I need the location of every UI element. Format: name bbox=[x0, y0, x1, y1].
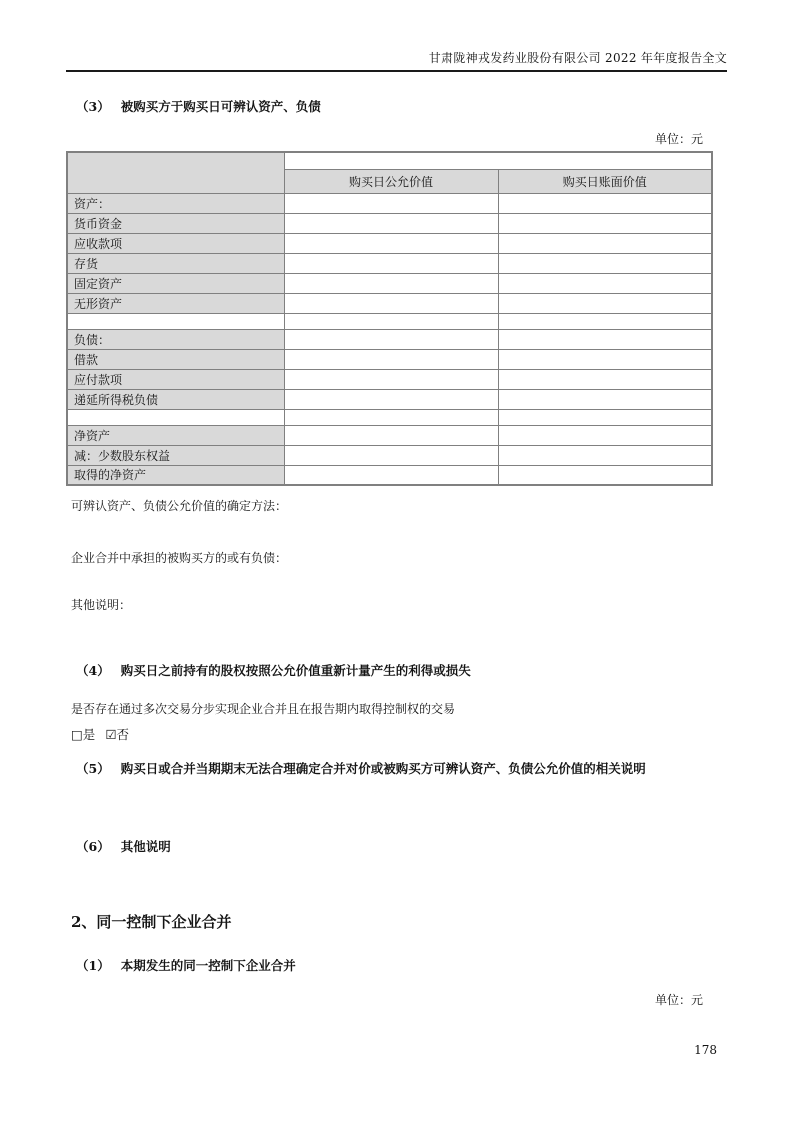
row-label-cell: 无形资产 bbox=[67, 293, 284, 313]
section-2-heading: 2、同一控制下企业合并 bbox=[71, 913, 232, 931]
row-label-cell: 存货 bbox=[67, 253, 284, 273]
row-label-cell: 净资产 bbox=[67, 425, 284, 445]
fair-value-cell bbox=[284, 329, 498, 349]
column-header-fair-value: 购买日公允价值 bbox=[284, 169, 498, 193]
book-value-cell bbox=[498, 273, 712, 293]
table-row bbox=[67, 445, 712, 465]
section-4-number: （4） bbox=[76, 663, 110, 678]
table-row bbox=[67, 349, 712, 369]
table-row bbox=[67, 233, 712, 253]
row-label-cell: 取得的净资产 bbox=[67, 465, 284, 485]
book-value-cell bbox=[498, 193, 712, 213]
row-label-cell: 资产： bbox=[67, 193, 284, 213]
table-row bbox=[67, 329, 712, 349]
table-header-row-top bbox=[67, 152, 712, 169]
book-value-cell bbox=[498, 313, 712, 329]
table-row bbox=[67, 253, 712, 273]
section-5-title: 购买日或合并当期期末无法合理确定合并对价或被购买方可辨认资产、负债公允价值的相关说明 bbox=[120, 761, 646, 776]
book-value-cell bbox=[498, 409, 712, 425]
fair-value-cell bbox=[284, 273, 498, 293]
section-5-heading bbox=[76, 761, 727, 777]
fair-value-cell bbox=[284, 253, 498, 273]
header-divider bbox=[66, 70, 727, 72]
section-2-1-title: 本期发生的同一控制下企业合并 bbox=[120, 958, 296, 973]
fair-value-cell bbox=[284, 465, 498, 485]
section-4-title: 购买日之前持有的股权按照公允价值重新计量产生的利得或损失 bbox=[120, 663, 471, 678]
section-5-number: （5） bbox=[76, 761, 110, 776]
section-4-heading bbox=[76, 663, 727, 679]
checkbox-yes: □是 bbox=[71, 727, 96, 742]
section-3-title: 被购买方于购买日可辨认资产、负债 bbox=[120, 99, 321, 114]
fair-value-cell bbox=[284, 349, 498, 369]
book-value-cell bbox=[498, 389, 712, 409]
book-value-cell bbox=[498, 233, 712, 253]
table-row bbox=[67, 193, 712, 213]
fair-value-cell bbox=[284, 293, 498, 313]
book-value-cell bbox=[498, 425, 712, 445]
column-header-book-value: 购买日账面价值 bbox=[498, 169, 712, 193]
table-row bbox=[67, 425, 712, 445]
book-value-cell bbox=[498, 349, 712, 369]
unit-label-bottom: 单位：元 bbox=[654, 993, 703, 1007]
table-body bbox=[67, 193, 712, 485]
page-header bbox=[66, 50, 727, 72]
report-title: 甘肃陇神戎发药业股份有限公司 2022 年年度报告全文 bbox=[428, 51, 727, 65]
table-row bbox=[67, 409, 712, 425]
checkbox-no-checked: ☑否 bbox=[105, 727, 130, 742]
table-row bbox=[67, 213, 712, 233]
book-value-cell bbox=[498, 445, 712, 465]
section-3-number: （3） bbox=[76, 99, 110, 114]
fair-value-cell bbox=[284, 369, 498, 389]
row-label-cell bbox=[67, 313, 284, 329]
table-top-empty-cell bbox=[284, 152, 712, 169]
table-row bbox=[67, 465, 712, 485]
fair-value-method-text: 可辨认资产、负债公允价值的确定方法： bbox=[71, 499, 288, 513]
table-row bbox=[67, 313, 712, 329]
table-row bbox=[67, 389, 712, 409]
unit-label-top: 单位：元 bbox=[654, 132, 703, 146]
page-number: 178 bbox=[694, 1043, 717, 1057]
row-label-cell: 递延所得税负债 bbox=[67, 389, 284, 409]
row-label-cell: 应付款项 bbox=[67, 369, 284, 389]
fair-value-cell bbox=[284, 445, 498, 465]
yes-no-checkbox-line bbox=[71, 726, 727, 743]
section-6-heading bbox=[76, 839, 727, 855]
table-row bbox=[67, 369, 712, 389]
book-value-cell bbox=[498, 213, 712, 233]
fair-value-cell bbox=[284, 233, 498, 253]
fair-value-cell bbox=[284, 389, 498, 409]
section-2-1-number: （1） bbox=[76, 958, 110, 973]
row-label-cell: 应收款项 bbox=[67, 233, 284, 253]
section-2-1-heading bbox=[76, 958, 727, 974]
stepwise-merger-question: 是否存在通过多次交易分步实现企业合并且在报告期内取得控制权的交易 bbox=[71, 702, 456, 716]
fair-value-cell bbox=[284, 313, 498, 329]
book-value-cell bbox=[498, 465, 712, 485]
book-value-cell bbox=[498, 329, 712, 349]
row-label-cell: 固定资产 bbox=[67, 273, 284, 293]
row-label-cell bbox=[67, 409, 284, 425]
fair-value-cell bbox=[284, 193, 498, 213]
table-corner-cell bbox=[67, 152, 284, 193]
fair-value-cell bbox=[284, 213, 498, 233]
section-6-title: 其他说明 bbox=[120, 839, 171, 854]
contingent-liabilities-text: 企业合并中承担的被购买方的或有负债： bbox=[71, 551, 288, 565]
other-notes-text: 其他说明： bbox=[71, 598, 132, 612]
row-label-cell: 负债： bbox=[67, 329, 284, 349]
identifiable-assets-liabilities-table bbox=[66, 151, 713, 486]
book-value-cell bbox=[498, 369, 712, 389]
table-row bbox=[67, 293, 712, 313]
section-6-number: （6） bbox=[76, 839, 110, 854]
table-row bbox=[67, 273, 712, 293]
row-label-cell: 减：少数股东权益 bbox=[67, 445, 284, 465]
row-label-cell: 货币资金 bbox=[67, 213, 284, 233]
book-value-cell bbox=[498, 253, 712, 273]
row-label-cell: 借款 bbox=[67, 349, 284, 369]
fair-value-cell bbox=[284, 409, 498, 425]
book-value-cell bbox=[498, 293, 712, 313]
section-3-heading bbox=[76, 99, 727, 115]
fair-value-cell bbox=[284, 425, 498, 445]
